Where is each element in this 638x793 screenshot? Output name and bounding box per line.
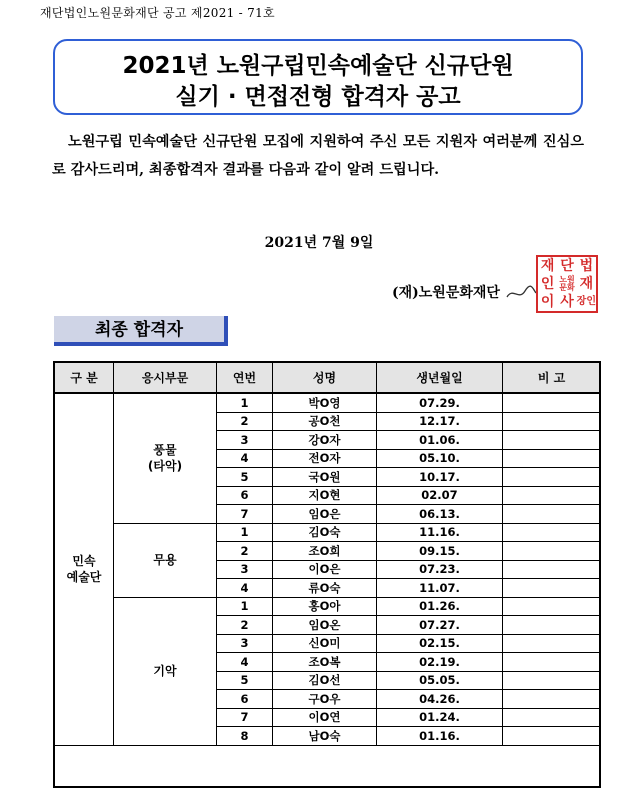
cell-no: 1 [217, 523, 273, 542]
cell-name: 임O은 [273, 505, 377, 524]
cell-birth: 05.05. [377, 671, 503, 690]
cell-birth: 02.15. [377, 634, 503, 653]
cell-note [503, 505, 601, 524]
cell-name: 류O숙 [273, 579, 377, 598]
cell-no: 6 [217, 690, 273, 709]
cell-note [503, 708, 601, 727]
column-header: 연번 [217, 363, 273, 394]
cell-birth: 11.07. [377, 579, 503, 598]
signature-stroke [505, 283, 537, 303]
seal-glyph: 재 [540, 258, 555, 274]
title-box [53, 39, 583, 115]
document-number: 재단법인노원문화재단 공고 제2021 - 71호 [40, 6, 275, 20]
official-seal-icon [536, 255, 598, 313]
seal-glyph: 장인 [576, 296, 596, 307]
cell-note [503, 523, 601, 542]
cell-no: 4 [217, 449, 273, 468]
cell-name: 김O선 [273, 671, 377, 690]
cell-birth: 01.26. [377, 597, 503, 616]
cell-birth: 07.23. [377, 560, 503, 579]
cell-birth: 06.13. [377, 505, 503, 524]
cell-no: 7 [217, 505, 273, 524]
seal-glyph: 재 [579, 276, 594, 292]
cell-birth: 02.19. [377, 653, 503, 672]
cell-no: 3 [217, 560, 273, 579]
cell-note [503, 653, 601, 672]
cell-note [503, 690, 601, 709]
cell-birth: 07.27. [377, 616, 503, 635]
cell-birth: 01.16. [377, 727, 503, 746]
cell-no: 2 [217, 542, 273, 561]
cell-name: 홍O아 [273, 597, 377, 616]
section-cell: 기악 [114, 597, 217, 745]
announcement-date: 2021년 7월 9일 [264, 235, 374, 251]
cell-note [503, 449, 601, 468]
cell-no: 5 [217, 468, 273, 487]
column-header: 비 고 [503, 363, 601, 394]
announcement-paragraph: 노원구립 민속예술단 신규단원 모집에 지원하여 주신 모든 지원자 여러분께 진심으로 감사드리며, 최종합격자 결과를 다음과 같이 알려 드립니다. [52, 134, 584, 178]
table-body [55, 393, 601, 745]
cell-note [503, 671, 601, 690]
cell-no: 8 [217, 727, 273, 746]
cell-note [503, 616, 601, 635]
cell-birth: 10.17. [377, 468, 503, 487]
cell-note [503, 597, 601, 616]
seal-glyph: 단 [560, 258, 574, 274]
table-header-row [55, 363, 601, 394]
cell-note [503, 634, 601, 653]
cell-note [503, 468, 601, 487]
section-cell: 무용 [114, 523, 217, 597]
cell-name: 임O온 [273, 616, 377, 635]
column-header: 성명 [273, 363, 377, 394]
cell-name: 신O미 [273, 634, 377, 653]
cell-no: 2 [217, 616, 273, 635]
organization-name: (재)노원문화재단 [392, 285, 500, 301]
cell-no: 4 [217, 653, 273, 672]
result-table [54, 362, 601, 746]
cell-birth: 05.10. [377, 449, 503, 468]
cell-note [503, 579, 601, 598]
column-header: 응시부문 [114, 363, 217, 394]
cell-no: 1 [217, 597, 273, 616]
cell-name: 이O연 [273, 708, 377, 727]
category-cell: 민속 예술단 [55, 393, 114, 745]
cell-birth: 02.07 [377, 486, 503, 505]
cell-birth: 09.15. [377, 542, 503, 561]
cell-name: 강O자 [273, 431, 377, 450]
cell-name: 조O복 [273, 653, 377, 672]
section-cell: 풍물 (타악) [114, 393, 217, 523]
cell-birth: 07.29. [377, 393, 503, 412]
cell-note [503, 412, 601, 431]
cell-no: 2 [217, 412, 273, 431]
column-header: 생년월일 [377, 363, 503, 394]
seal-glyph: 사 [560, 294, 574, 310]
cell-name: 남O숙 [273, 727, 377, 746]
cell-name: 구O우 [273, 690, 377, 709]
seal-glyph: 노원문화 [559, 275, 575, 292]
cell-name: 박O영 [273, 393, 377, 412]
section-title: 최종 합격자 [54, 316, 228, 346]
cell-birth: 12.17. [377, 412, 503, 431]
cell-birth: 01.24. [377, 708, 503, 727]
cell-birth: 11.16. [377, 523, 503, 542]
cell-no: 1 [217, 393, 273, 412]
cell-name: 국O원 [273, 468, 377, 487]
cell-note [503, 560, 601, 579]
cell-no: 3 [217, 431, 273, 450]
table-row [55, 393, 601, 412]
cell-name: 조O희 [273, 542, 377, 561]
cell-no: 6 [217, 486, 273, 505]
table-row [55, 523, 601, 542]
cell-note [503, 727, 601, 746]
cell-no: 3 [217, 634, 273, 653]
column-header: 구 분 [55, 363, 114, 394]
cell-note [503, 486, 601, 505]
cell-name: 이O은 [273, 560, 377, 579]
seal-glyph: 이 [540, 294, 555, 310]
seal-glyph: 법 [579, 258, 594, 274]
cell-note [503, 393, 601, 412]
cell-name: 지O현 [273, 486, 377, 505]
table-row [55, 597, 601, 616]
cell-birth: 04.26. [377, 690, 503, 709]
cell-no: 5 [217, 671, 273, 690]
cell-no: 4 [217, 579, 273, 598]
title-line-1: 2021년 노원구립민속예술단 신규단원 [122, 53, 514, 79]
cell-name: 공O천 [273, 412, 377, 431]
cell-name: 전O자 [273, 449, 377, 468]
title-line-2: 실기 · 면접전형 합격자 공고 [175, 84, 461, 110]
seal-glyph: 인 [540, 276, 555, 292]
cell-birth: 01.06. [377, 431, 503, 450]
cell-name: 김O숙 [273, 523, 377, 542]
cell-note [503, 431, 601, 450]
cell-note [503, 542, 601, 561]
cell-no: 7 [217, 708, 273, 727]
